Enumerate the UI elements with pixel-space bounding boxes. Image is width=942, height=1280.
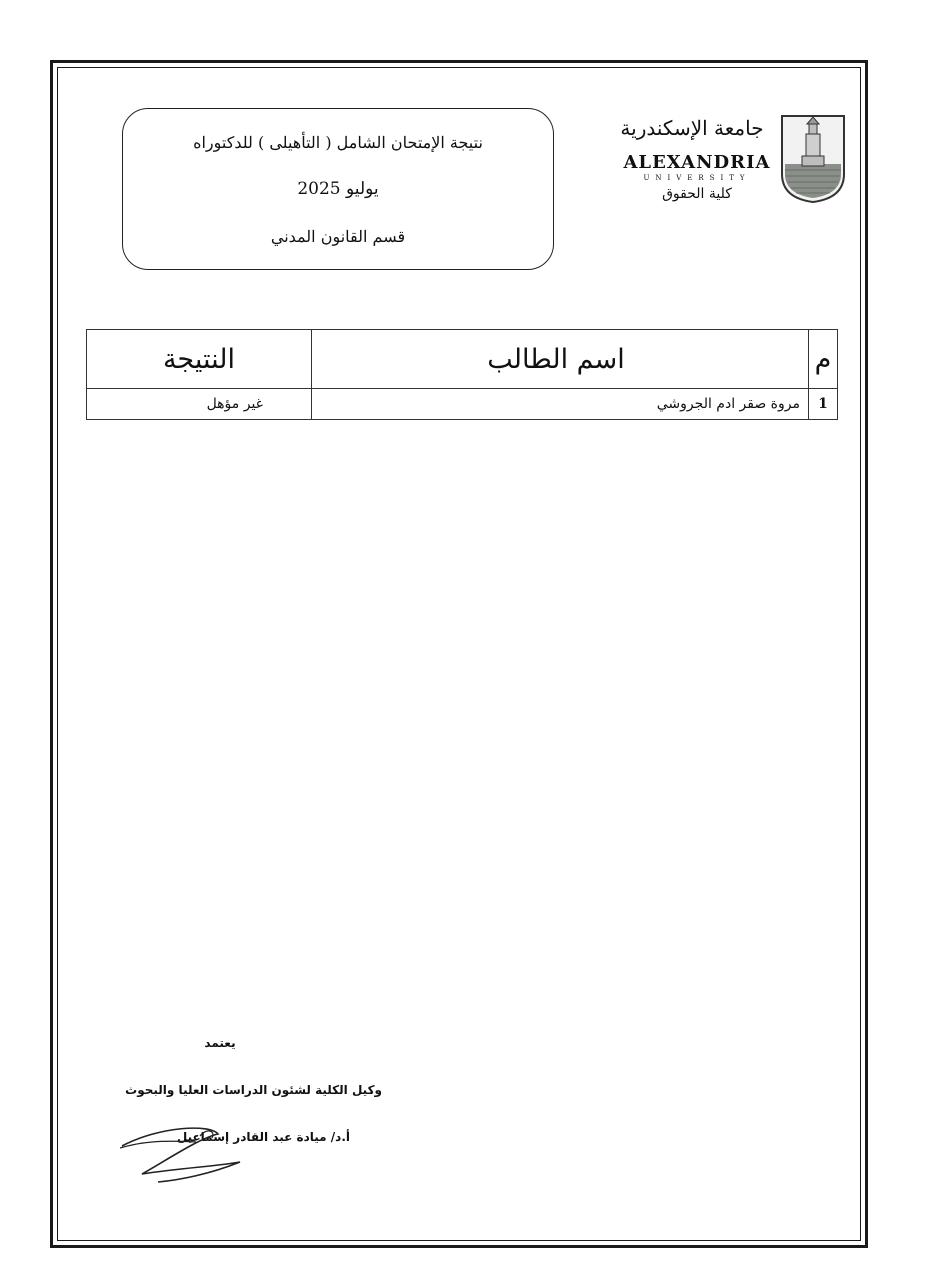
university-logo xyxy=(612,112,848,212)
exam-period: يوليو 2025 xyxy=(297,179,379,199)
university-name-english: ALEXANDRIA xyxy=(623,152,771,173)
table-header-row xyxy=(87,330,838,389)
university-subtitle: UNIVERSITY xyxy=(643,174,751,182)
exam-title-box xyxy=(122,108,554,270)
student-name: مروة صقر ادم الجروشي xyxy=(312,389,809,420)
signer-name: أ.د/ ميادة عبد القادر إسماعيل xyxy=(176,1130,350,1144)
approval-label: يعتمد xyxy=(204,1036,236,1050)
column-header-number: م xyxy=(809,330,838,389)
department-name: قسم القانون المدني xyxy=(270,227,406,246)
student-result: غير مؤهل xyxy=(87,389,312,420)
results-table xyxy=(86,329,838,420)
signer-title: وكيل الكلية لشئون الدراسات العليا والبحوث xyxy=(125,1083,382,1097)
exam-title: نتيجة الإمتحان الشامل ( التأهيلى ) للدكتوراه xyxy=(193,133,483,152)
row-number: 1 xyxy=(809,389,838,420)
column-header-result: النتيجة xyxy=(87,330,312,389)
lighthouse-emblem-icon xyxy=(778,112,848,204)
column-header-student-name: اسم الطالب xyxy=(312,330,809,389)
table-row xyxy=(87,389,838,420)
handwritten-signature xyxy=(100,1118,280,1188)
faculty-name: كلية الحقوق xyxy=(662,186,732,202)
university-name-arabic: جامعة الإسكندرية xyxy=(620,116,764,140)
